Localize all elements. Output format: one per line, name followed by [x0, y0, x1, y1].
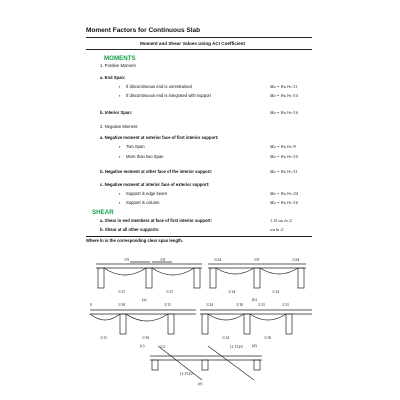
interior-face-label: c. Negative moment at interior face of exterior support:: [100, 182, 210, 187]
other-face-formula: Mu = Wu l²n /11: [270, 169, 298, 174]
diagram-c-top-2: 1/10: [118, 302, 126, 307]
diagram-b-bottom-1: 1/14: [228, 289, 236, 294]
diagram-a-caption: (a): [142, 297, 147, 302]
diagram-c-top-3: 1/11: [164, 302, 171, 307]
diagram-e-frame: [150, 343, 262, 380]
negative-moment-label: 2. Negative Moment: [100, 124, 138, 129]
diagram-a-frame: [96, 262, 202, 288]
diagram-a-bottom-2: 1/11: [166, 289, 173, 294]
shear-other-formula: wu ln /2: [270, 227, 284, 232]
more-span-formula: Mu = Wu l²n /10: [270, 154, 298, 159]
end-span-item-2: ▪ If discontinuous end is integrated with support: [126, 94, 211, 98]
diagram-d-bottom-2: 1/16: [264, 335, 272, 340]
column-item: ▪ Support is column: [126, 201, 160, 205]
edge-beam-item: ▪ Support is edge beam: [126, 192, 167, 196]
two-span-item: ▪ Two Span: [126, 145, 145, 149]
document-subtitle: Moment and Shear Values Using ACI Coefficient: [140, 41, 245, 46]
diagram-b-top-3: 1/24: [292, 257, 300, 262]
positive-moment-label: 1. Positive Moment: [100, 63, 136, 68]
diagram-e-caption: (e): [198, 381, 203, 386]
diagram-d-caption: (d): [252, 343, 257, 348]
diagram-c-top-1: 0: [90, 302, 92, 307]
exterior-face-label: a. Negative moment at exterior face of first interior support:: [100, 135, 219, 140]
end-span-formula-1: Mu = Wu l²n /11: [270, 84, 298, 89]
diagram-d-top-2: 1/10: [236, 302, 244, 307]
diagram-a-top-1: 1/9: [124, 257, 130, 262]
diagram-b-top-1: 1/24: [214, 257, 222, 262]
diagram-c-bottom-2: 1/16: [142, 335, 150, 340]
end-span-item-1: ▪ If discontinuous end is unrestrained: [126, 85, 192, 89]
diagram-a-bottom-1: 1/11: [118, 289, 125, 294]
diagram-d-top-1: 1/24: [206, 302, 214, 307]
clear-span-note: Where ln is the corresponding clear span length.: [86, 238, 184, 243]
diagram-b-frame: [208, 264, 306, 288]
document-title: Moment Factors for Continuous Slab: [86, 27, 201, 34]
diagram-c-bottom-1: 1/11: [100, 335, 107, 340]
interior-span-formula: Mu = Wu l²n /16: [270, 110, 298, 115]
edge-beam-formula: Mu = Wu l²n /24: [270, 191, 298, 196]
diagram-b-bottom-2: 1/14: [272, 289, 280, 294]
two-span-formula: Mu = Wu l²n /9: [270, 144, 296, 149]
diagram-c-caption: (c): [140, 343, 145, 348]
diagram-b-caption: (b): [252, 297, 257, 302]
end-span-label: a. End Span:: [100, 75, 126, 80]
interior-span-label: b. Interior Span:: [100, 110, 133, 115]
end-span-formula-2: Mu = Wu l²n /14: [270, 93, 298, 98]
other-face-label: b. Negative moment at other face of the interior support:: [100, 169, 213, 174]
diagram-e-bottom-1: (1.15)/2: [180, 371, 193, 376]
diagram-d-frame: [200, 310, 312, 334]
moments-heading: MOMENTS: [104, 55, 136, 62]
shear-other-label: b. Shear at all other supports:: [100, 227, 160, 232]
diagram-b-top-2: 1/9: [254, 257, 260, 262]
diagram-c-frame: [90, 310, 196, 334]
diagram-d-top-3: 1/11: [258, 302, 265, 307]
diagram-d-bottom-1: 1/14: [222, 335, 230, 340]
column-formula: Mu = Wu l²n /16: [270, 200, 298, 205]
more-span-item: ▪ More than two Span: [126, 155, 163, 159]
shear-heading: SHEAR: [92, 209, 114, 216]
diagram-e-top-1: 1/2: [160, 344, 166, 349]
shear-end-label: a. Shear in end members at face of first interior support:: [100, 218, 212, 223]
shear-end-formula: 1.15 wu ln /2: [270, 218, 292, 223]
diagram-d-top-4: 1/11: [282, 302, 289, 307]
diagram-e-top-2: (1.15)/2: [230, 344, 243, 349]
diagram-a-top-2: 1/9: [160, 257, 166, 262]
